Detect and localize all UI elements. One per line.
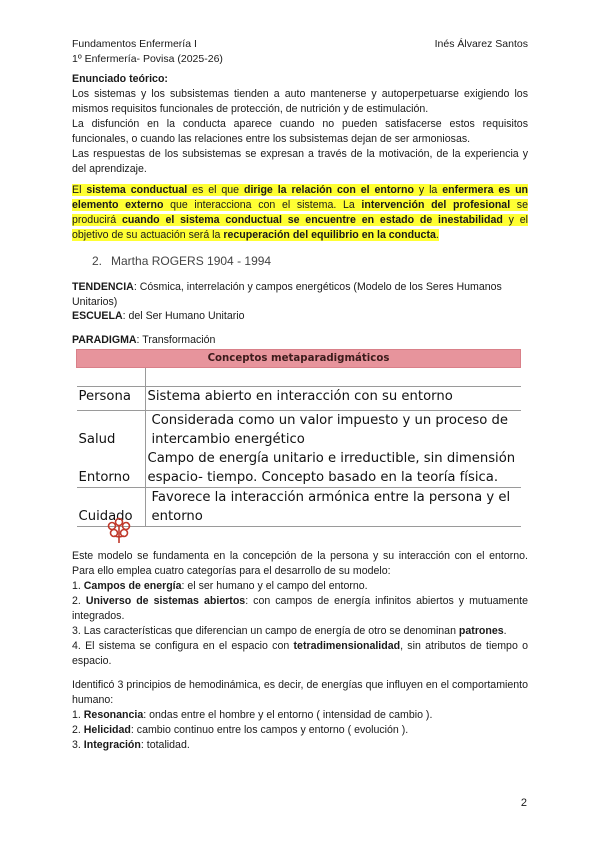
escuela-label: ESCUELA [72,310,123,322]
paradigma-block [72,333,528,348]
enunciado-paragraph-2: La disfunción en la conducta aparece cuando no pueden satisfacerse estos requisitos funcionales, o cuando las relaciones entre los subsistemas dejan de ser armoniosas. [72,118,528,145]
hl-bold: cuando el sistema conductual se encuentre en estado de inestabilidad [121,214,503,226]
header-group: 1º Enfermería- Povisa (2025-26) [72,53,223,65]
section-heading [92,254,271,268]
page-number: 2 [520,797,527,809]
hl-text: y la [413,184,443,196]
item-prefix: 4. El sistema se configura en el espacio con [72,640,294,652]
item-term: Campos de energía [83,580,182,592]
list-item [72,624,528,639]
hl-text: se producirá [72,199,528,226]
enunciado-block [72,72,528,177]
concept-value: Sistema abierto en interacción con su entorno [145,387,521,411]
item-prefix: 3. Las características que diferencian un campo de energía de otro se denominan [72,625,459,637]
table-row [77,411,521,450]
table-header: Conceptos metaparadigmáticos [77,350,521,368]
metaparadigm-table [76,349,521,527]
spacer-cell [77,368,146,387]
concept-key-text: Cuidado [78,509,133,524]
item-prefix: 1. [72,709,84,721]
hl-text: El [72,184,87,196]
item-term: Universo de sistemas abiertos [85,595,246,607]
enunciado-title: Enunciado teórico: [72,73,168,85]
modelo-intro: Este modelo se fundamenta en la concepción de la persona y su interacción con el entorno. Para ello emplea cuatro categorías para el desarrollo de su modelo: [72,550,528,577]
item-text: : totalidad. [140,739,190,751]
list-item [72,723,528,738]
hl-bold: dirige la relación con el entorno [243,184,414,196]
header-course: Fundamentos Enfermería I [72,38,197,50]
item-text: : ondas entre el hombre y el entorno ( intensidad de cambio ). [143,709,433,721]
concept-key [77,449,146,488]
concept-value: Campo de energía unitario e irreductible, sin dimensión espacio- tiempo. Concepto basado en la teoría física. [145,449,521,488]
principios-block [72,678,528,753]
tendencia-value: : Cósmica, interrelación y campos energéticos (Modelo de los Seres Humanos Unitarios) [72,281,502,308]
list-item [72,708,528,723]
hl-text: y el objetivo de su actuación será la [72,214,528,241]
item-prefix: 3. [72,739,84,751]
item-term: tetradimensionalidad [293,640,401,652]
list-item [72,738,528,753]
hl-bold: sistema conductual [86,184,188,196]
hl-bold: recuperación del equilibrio en la conducta [223,229,436,241]
hl-text: que interacciona con el sistema. La [163,199,362,211]
item-text: : cambio continuo entre los campos y entorno ( evolución ). [130,724,409,736]
header-author: Inés Álvarez Santos [434,38,528,50]
principios-intro: Identificó 3 principios de hemodinámica, es decir, de energías que influyen en el comportamiento humano: [72,679,528,706]
item-text: . [503,625,507,637]
hl-text: . [435,229,439,241]
item-prefix: 2. [72,724,84,736]
highlighted-paragraph [72,183,528,243]
table-row [77,387,521,411]
concept-key: Persona [77,387,146,411]
concept-key-text: Entorno [78,470,131,485]
hl-text: es el que [187,184,244,196]
item-text: , sin atributos de tiempo o espacio. [72,640,529,667]
tendencia-label: TENDENCIA [72,281,134,293]
section-title: Martha ROGERS 1904 - 1994 [111,254,272,268]
item-text: : con campos de energía infinitos abiertos y mutuamente integrados. [72,595,528,622]
item-prefix: 2. [72,595,86,607]
item-term: Resonancia [83,709,144,721]
tree-logo-icon [106,517,132,545]
list-item [72,579,528,594]
table-row [77,449,521,488]
escuela-block [72,309,528,324]
list-item [72,594,528,624]
hl-bold: intervención del profesional [361,199,511,211]
escuela-value: : del Ser Humano Unitario [122,310,245,322]
enunciado-paragraph-3: Las respuestas de los subsistemas se expresan a través de la motivación, de la experiencia y del aprendizaje. [72,148,528,175]
hl-bold: enfermera es un elemento externo [72,184,529,211]
list-item [72,639,528,669]
paradigma-label: PARADIGMA [72,334,137,346]
section-number: 2. [92,254,103,268]
page-header [72,37,528,67]
table-row [77,488,521,527]
modelo-block [72,549,528,669]
enunciado-paragraph-1: Los sistemas y los subsistemas tienden a auto mantenerse y autoperpetuarse exigiendo los mismos requisitos funcionales de protección, de nutrición y de estimulación. [72,88,528,115]
item-term: Integración [83,739,141,751]
concept-value: Favorece la interacción armónica entre la persona y el entorno [145,488,521,527]
spacer-cell [145,368,521,387]
item-text: : el ser humano y el campo del entorno. [181,580,368,592]
concept-key-text: Salud [78,432,116,447]
concept-value: Considerada como un valor impuesto y un proceso de intercambio energético [151,413,508,447]
item-term: Helicidad [83,724,131,736]
item-term: patrones [458,625,504,637]
tendencia-block [72,280,528,310]
item-prefix: 1. [72,580,84,592]
concept-key [77,411,146,450]
paradigma-value: : Transformación [136,334,216,346]
